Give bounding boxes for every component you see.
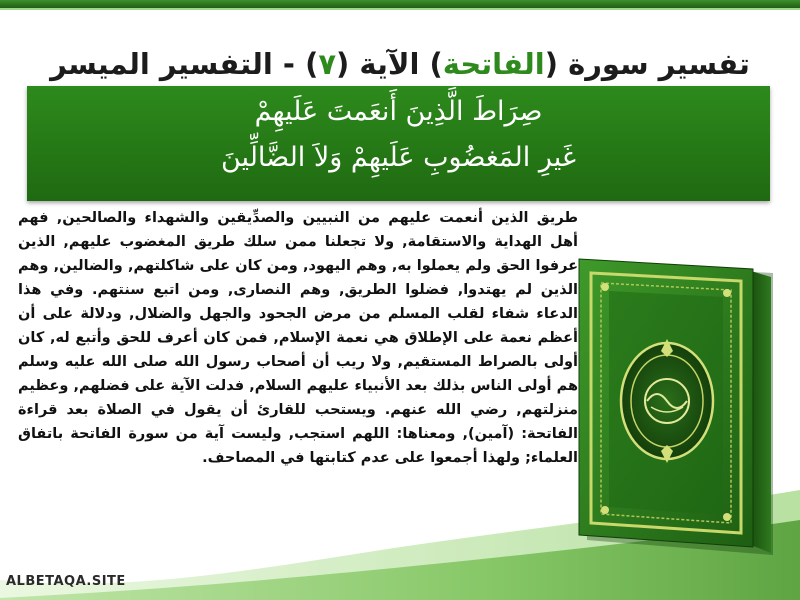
verse-line-1: صِرَاطَ الَّذِينَ أَنعَمتَ عَلَيهِمْ — [254, 96, 543, 127]
quran-book-icon — [575, 255, 785, 560]
top-bar — [0, 0, 800, 8]
tafsir-text: طريق الذين أنعمت عليهم من النبيين والصدِّيقين والشهداء والصالحين, فهم أهل الهداية والاستقامة, ولا تجعلنا ممن سلك طريق المغضوب عليهم, الذين عرفوا الحق ولم يعملوا به, وهم اليهود, ومن كان على شاكلتهم, والضالين, وهم الذين لم يهتدوا, فضلوا الطريق, وهم النصارى, ومن اتبع سنتهم. وفي هذا الدعاء شفاء لقلب المسلم من مرض الجحود والجهل والضلال, ودلالة على أن أعظم نعمة على الإطلاق هي نعمة الإسلام, فمن كان أعرف للحق وأتبع له, كان أولى بالصراط المستقيم, ولا ريب أن أصحاب رسول الله صلى الله عليه وسلم هم أولى الناس بذلك بعد الأنبياء عليهم السلام, فدلت الآية على فضلهم, وعظيم منزلتهم, رضي الله عنهم. ويستحب للقارئ أن يقول في الصلاة بعد قراءة الفاتحة: (آمين), ومعناها: اللهم استجب, وليست آية من سورة الفاتحة باتفاق العلماء; ولهذا أجمعوا على عدم كتابتها في المصاحف. — [18, 210, 578, 466]
surah-name: الفاتحة — [442, 47, 545, 81]
verse-box — [27, 86, 770, 201]
site-watermark: ALBETAQA.SITE — [6, 574, 126, 589]
page-title: تفسير سورة (الفاتحة) الآية (٧) - التفسير الميسر — [50, 47, 750, 81]
verse-line-2: غَيرِ المَغضُوبِ عَلَيهِمْ وَلاَ الضَّالِّينَ — [221, 142, 576, 173]
verse-number: ٧ — [318, 47, 337, 81]
top-rule — [0, 8, 800, 10]
